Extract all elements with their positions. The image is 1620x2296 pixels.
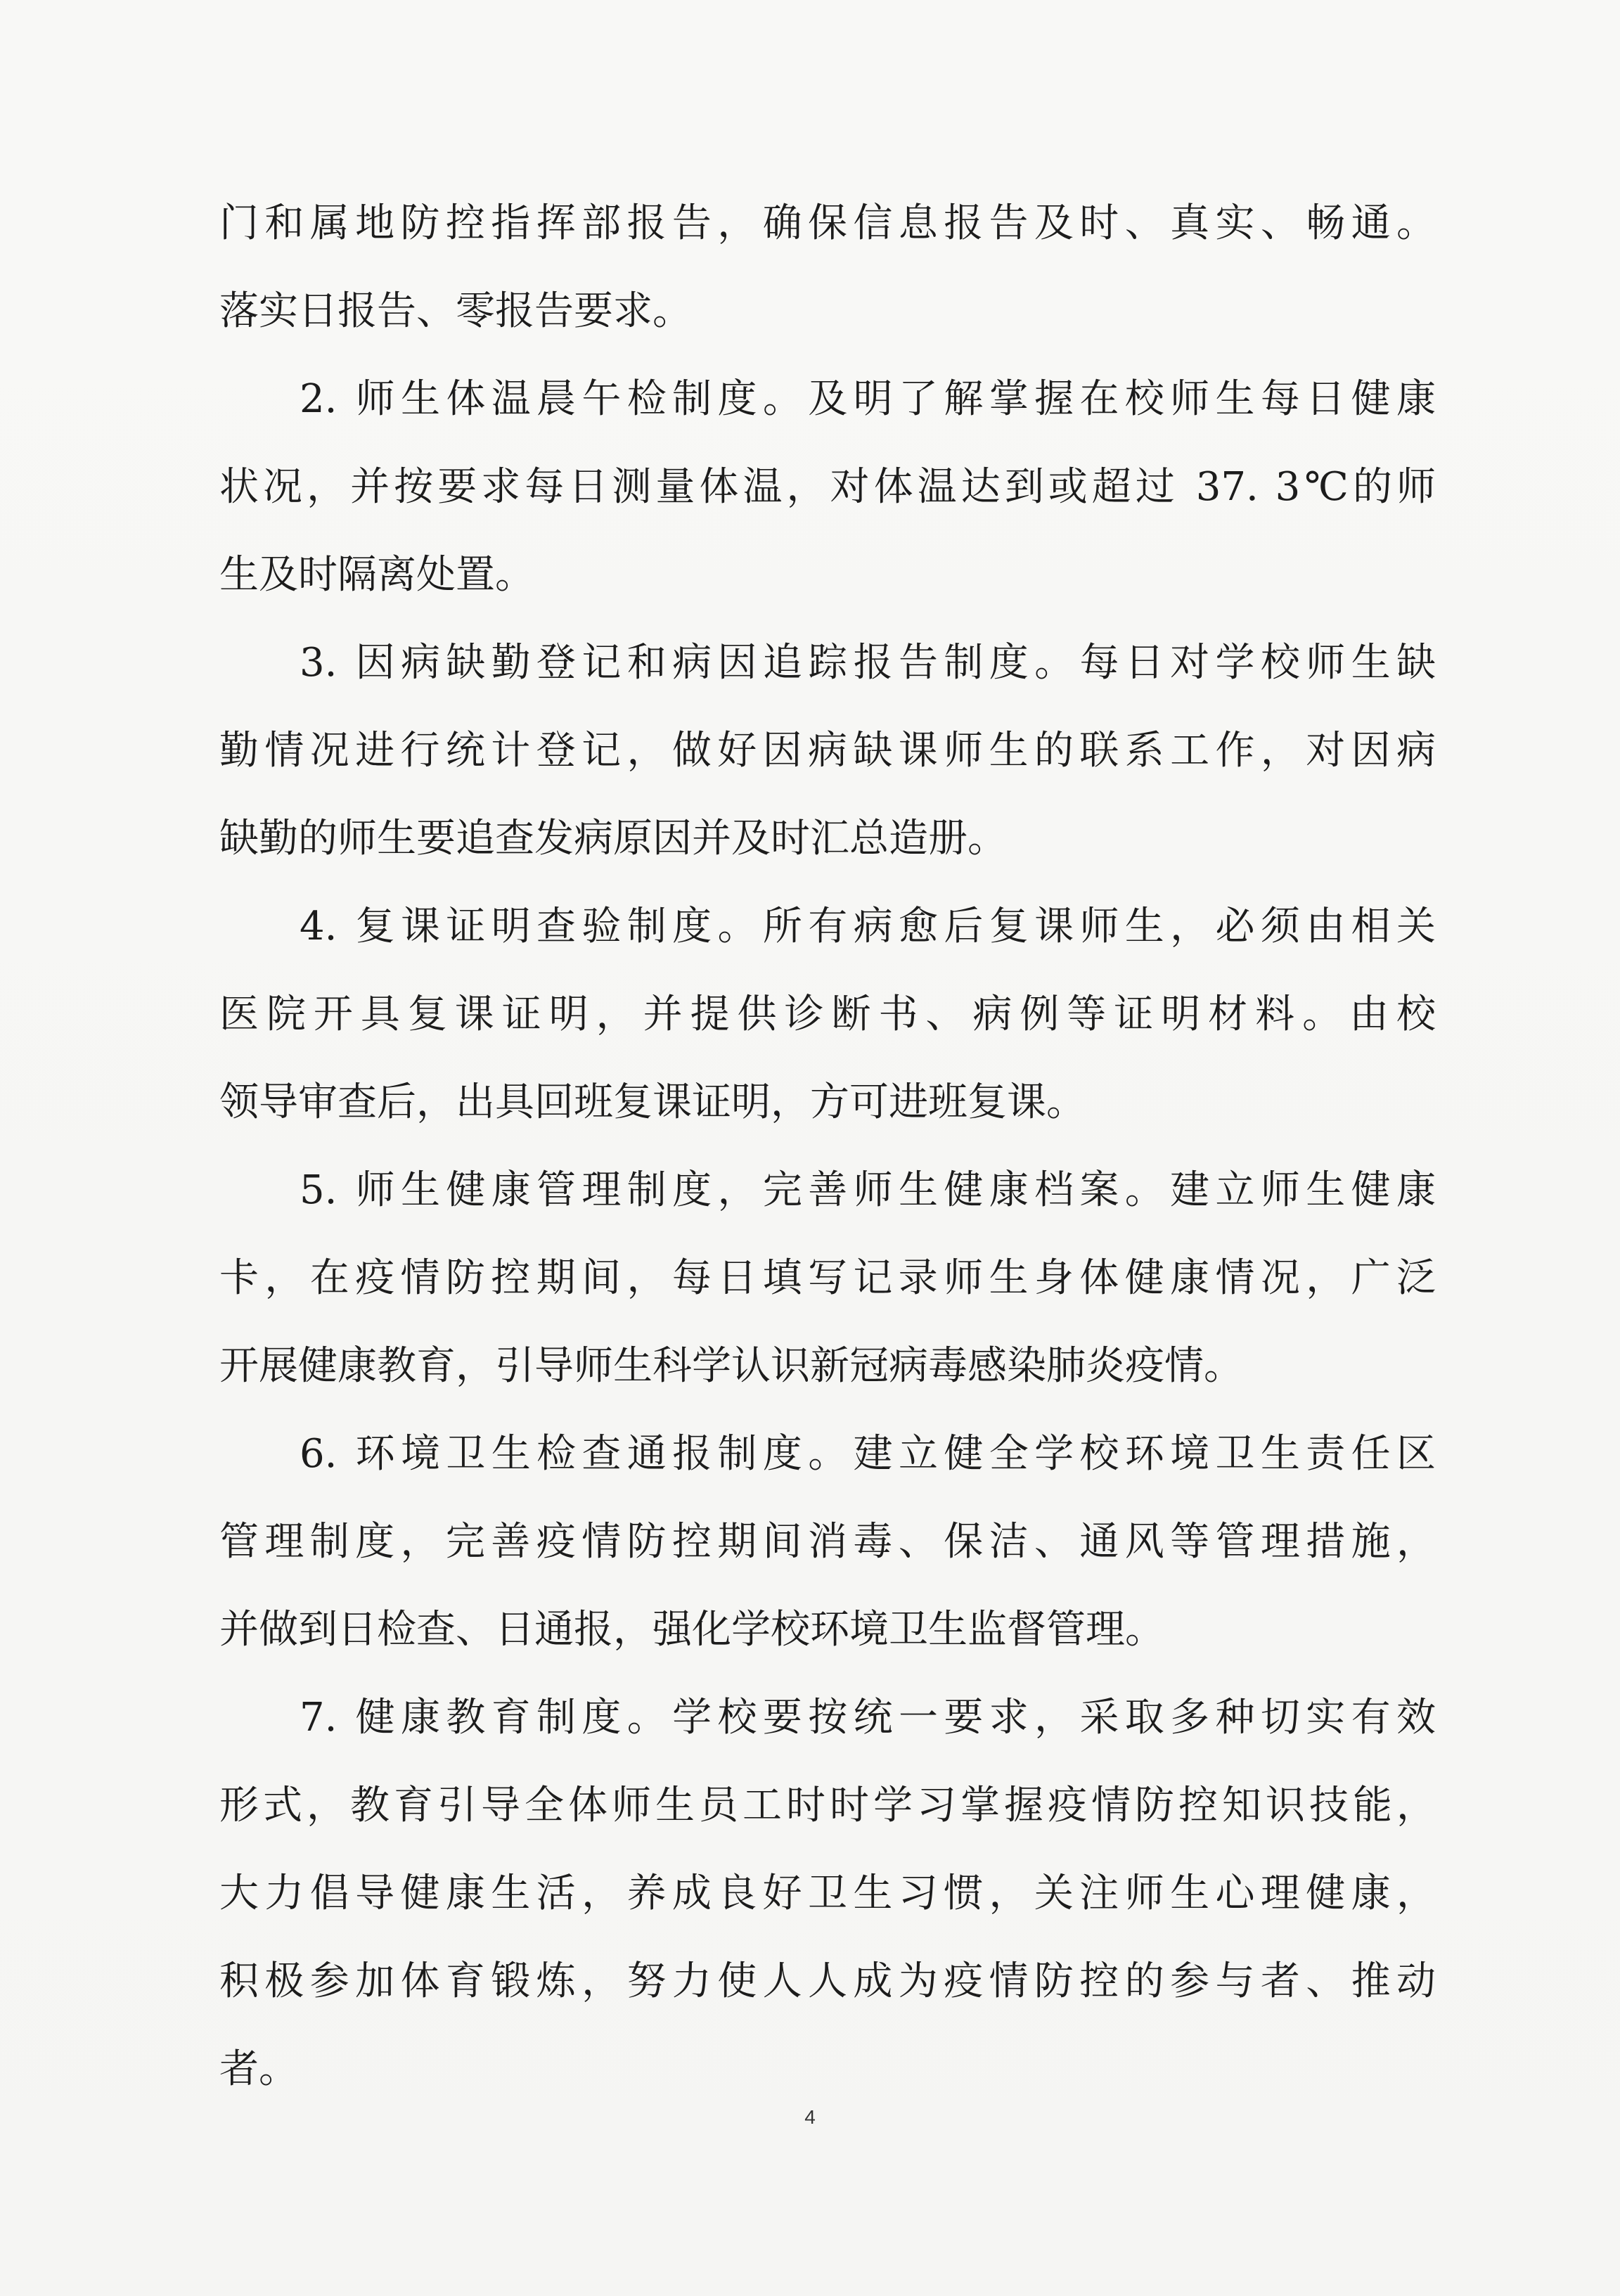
text-line: 领导审查后，出具回班复课证明，方可进班复课。 — [219, 1079, 1086, 1125]
text-line: 3. 因病缺勤登记和病因追踪报告制度。每日对学校师生缺 — [300, 640, 1436, 686]
paragraph-temperature-check — [219, 355, 1436, 619]
paragraph-reporting-continued — [219, 179, 1436, 355]
text-line: 生及时隔离处置。 — [219, 552, 534, 598]
text-line: 勤情况进行统计登记，做好因病缺课师生的联系工作，对因病 — [219, 728, 1436, 774]
text-line: 2. 师生体温晨午检制度。及明了解掌握在校师生每日健康 — [300, 376, 1436, 422]
text-line: 卡，在疫情防控期间，每日填写记录师生身体健康情况，广泛 — [219, 1255, 1436, 1301]
text-line: 医院开具复课证明，并提供诊断书、病例等证明材料。由校 — [219, 992, 1436, 1037]
text-line: 大力倡导健康生活，养成良好卫生习惯，关注师生心理健康， — [219, 1871, 1436, 1916]
paragraph-health-education — [219, 1674, 1436, 2113]
paragraph-return-certificate — [219, 883, 1436, 1146]
paragraph-health-management — [219, 1146, 1436, 1410]
text-line: 缺勤的师生要追查发病原因并及时汇总造册。 — [219, 816, 1007, 861]
text-line: 积极参加体育锻炼，努力使人人成为疫情防控的参与者、推动 — [219, 1958, 1436, 2004]
text-line: 落实日报告、零报告要求。 — [219, 288, 692, 334]
paragraph-absence-tracking — [219, 619, 1436, 883]
text-line: 4. 复课证明查验制度。所有病愈后复课师生，必须由相关 — [300, 904, 1436, 949]
page-number: 4 — [804, 2106, 816, 2128]
document-body — [219, 179, 1436, 2113]
text-line: 并做到日检查、日通报，强化学校环境卫生监督管理。 — [219, 1607, 1164, 1653]
text-line: 状况，并按要求每日测量体温，对体温达到或超过 37. 3℃的师 — [219, 464, 1436, 510]
text-line: 7. 健康教育制度。学校要按统一要求，采取多种切实有效 — [300, 1695, 1436, 1740]
text-line: 开展健康教育，引导师生科学认识新冠病毒感染肺炎疫情。 — [219, 1343, 1243, 1389]
text-line: 形式，教育引导全体师生员工时时学习掌握疫情防控知识技能， — [219, 1783, 1436, 1828]
text-line: 管理制度，完善疫情防控期间消毒、保洁、通风等管理措施， — [219, 1519, 1436, 1565]
text-line: 6. 环境卫生检查通报制度。建立健全学校环境卫生责任区 — [300, 1431, 1436, 1477]
text-line: 者。 — [219, 2046, 298, 2092]
text-line: 门和属地防控指挥部报告，确保信息报告及时、真实、畅通。 — [219, 200, 1436, 246]
paragraph-environment-hygiene — [219, 1410, 1436, 1674]
text-line: 5. 师生健康管理制度，完善师生健康档案。建立师生健康 — [300, 1167, 1436, 1213]
